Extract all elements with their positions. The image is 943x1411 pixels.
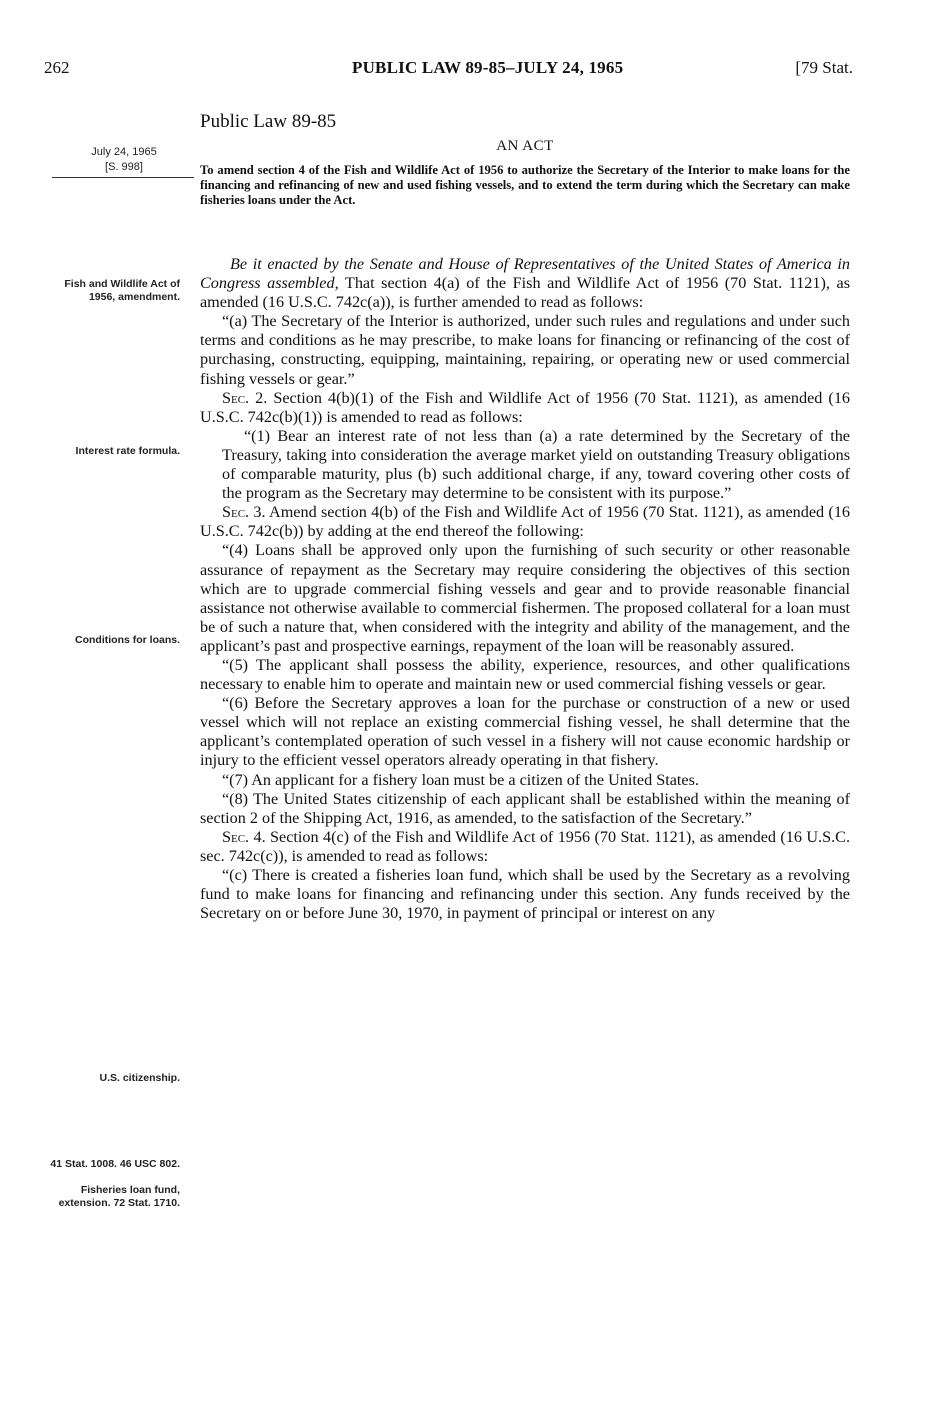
- volume-reference: [79 Stat.: [795, 58, 853, 77]
- subsection-c: “(c) There is created a fisheries loan fund, which shall be used by the Secretary as a revolving fund to make loans for financing and refinancing under this section. Any funds received by the Secretary on or before June 30, 1970, in payment of principal or interest on any: [200, 866, 850, 923]
- section-2-label: Sec. 2.: [222, 388, 268, 407]
- section-4: [200, 828, 850, 866]
- margin-note-fish-wildlife: Fish and Wildlife Act of 1956, amendment.: [64, 278, 180, 303]
- section-2: [200, 389, 850, 427]
- act-purpose: To amend section 4 of the Fish and Wildlife Act of 1956 to authorize the Secretary of the Interior to make loans for the financing and refinancing of new and used fishing vessels, and to extend the term during which the Secretary can make fisheries loans under the Act.: [200, 163, 850, 207]
- date-note: [62, 145, 186, 175]
- paragraph-1: “(1) Bear an interest rate of not less than (a) a rate determined by the Secretary of the Treasury, taking into consideration the average market yield on outstanding Treasury obligations of comparable maturity, plus (b) such additional charge, if any, toward covering other costs of the program as the Secretary may determine to be consistent with its purpose.”: [222, 426, 850, 503]
- public-law-number: Public Law 89-85: [200, 111, 337, 132]
- paragraph-8: “(8) The United States citizenship of each applicant shall be established within the meaning of section 2 of the Shipping Act, 1916, as amended, to the satisfaction of the Secretary.”: [200, 789, 850, 827]
- an-act-heading: AN ACT: [496, 138, 554, 154]
- section-3-label: Sec. 3.: [222, 503, 266, 522]
- enacting-text: That section 4(a) of the Fish and Wildlife Act of 1956 (70 Stat. 1121), as amended (16 U.S.C. 742c(a)), is further amended to read as follows:: [200, 274, 851, 312]
- paragraph-7: “(7) An applicant for a fishery loan must be a citizen of the United States.: [222, 770, 699, 789]
- margin-note-fund: Fisheries loan fund, extension. 72 Stat. 1710.: [58, 1184, 180, 1209]
- margin-note-citations: 41 Stat. 1008. 46 USC 802.: [50, 1158, 180, 1170]
- running-title: PUBLIC LAW 89-85–JULY 24, 1965: [352, 58, 624, 77]
- margin-note-citizenship: U.S. citizenship.: [99, 1072, 180, 1084]
- margin-note-interest-rate: Interest rate formula.: [75, 445, 180, 457]
- section-4-text: Section 4(c) of the Fish and Wildlife Act of 1956 (70 Stat. 1121), as amended (16 U.S.C. sec. 742c(c)), is amended to read as follows:: [200, 827, 850, 865]
- section-4-label: Sec. 4.: [222, 827, 266, 846]
- enactment-date: July 24, 1965: [91, 146, 157, 158]
- section-3-text: Amend section 4(b) of the Fish and Wildlife Act of 1956 (70 Stat. 1121), as amended (16 U.S.C. 742c(b)) by adding at the end thereof the following:: [200, 503, 850, 541]
- running-head: [44, 58, 853, 82]
- section-3: [200, 503, 850, 541]
- enacting-formula: Be it enacted by the Senate and House of Representatives of the United States of America in Congress assembled,: [200, 255, 850, 293]
- act-body: [200, 255, 850, 923]
- enacting-clause: [200, 255, 850, 312]
- paragraph-6: “(6) Before the Secretary approves a loan for the purchase or construction of a new or used vessel which will not replace an existing commercial fishing vessel, he shall determine that the applicant’s contemplated operation of such vessel in a fishery will not cause economic hardship or injury to the efficient vessel operators already operating in that fishery.: [200, 694, 850, 770]
- subsection-a: “(a) The Secretary of the Interior is authorized, under such rules and regulations and under such terms and conditions as he may prescribe, to make loans for financing or refinancing of the cost of purchasing, constructing, equipping, maintaining, repairing, or operating new or used commercial fishing vessels or gear.”: [200, 312, 850, 388]
- bill-number: [S. 998]: [105, 161, 143, 173]
- paragraph-4: “(4) Loans shall be approved only upon the furnishing of such security or other reasonable assurance of repayment as the Secretary may require considering the objectives of this section which are to upgrade commercial fishing vessels and gear and to provide reasonable financial assistance not otherwise available to commercial fishermen. The proposed collateral for a loan must be of such a nature that, when considered with the integrity and ability of the management, and the applicant’s past and prospective earnings, repayment of the loan will be reasonably assured.: [200, 541, 850, 655]
- margin-note-conditions: Conditions for loans.: [75, 634, 180, 646]
- page-number: 262: [44, 58, 70, 77]
- paragraph-5: “(5) The applicant shall possess the ability, experience, resources, and other qualifications necessary to enable him to operate and maintain new or used commercial fishing vessels or gear.: [200, 655, 850, 694]
- date-rule: [52, 177, 194, 178]
- section-2-text: Section 4(b)(1) of the Fish and Wildlife Act of 1956 (70 Stat. 1121), as amended (16 U.S.C. 742c(b)(1)) is amended to read as follows:: [200, 388, 851, 426]
